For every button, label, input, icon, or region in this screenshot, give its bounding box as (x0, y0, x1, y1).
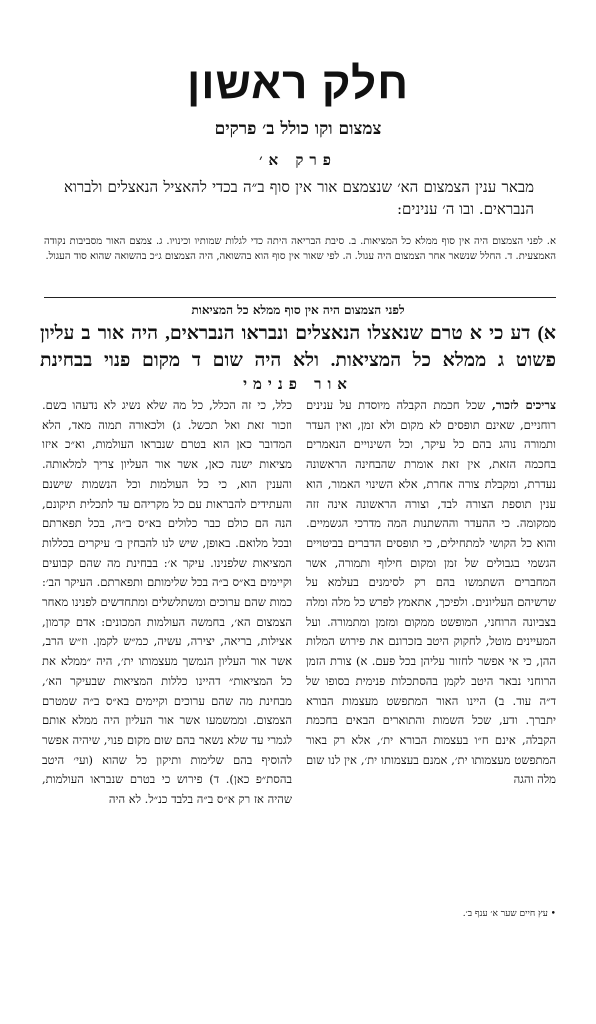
commentary-heading: אור פנימי (243, 375, 353, 393)
commentary-paragraph: כלל, כי זה הכלל, כל מה שלא נשיג לא נדעהו בשם. וזכור זאת ואל תכשל. ג) ולכאורה תמוה מאד, הלא המדובר כאן הוא בטרם שנבראו העולמות, וא״כ איזו מציאות ישנה כאן, אשר אור העליון צריך למלאותה. והענין הוא, כי כל העולמות וכל הנשמות שישנם והעתידים להבראות עם כל מקריהם עד לתכלית תיקונם, הנה הם כולם כבר כלולים בא״ס ב״ה, בכל תפארתם ובכל מלואם. באופן, שיש לנו להבחין ב׳ עיקרים בכללות המציאות שלפנינו. עיקר א׳: בבחינת מה שהם קבועים וקיימים בא״ס ב״ה בכל שלימותם ותפארתם. העיקר הב׳: כמות שהם ערוכים ומשתלשלים ומתחדשים לפנינו מאחר הצמצום הא׳, בחמשה העולמות המכונים: אדם קדמון, אצילות, בריאה, יצירה, עשיה, כמ״ש לקמן. וז״ש הרב, אשר אור העליון הנמשך מעצמותו ית׳, היה ״ממלא את כל המציאות״ דהיינו כללות המציאות שבעיקר הא׳, מבחינת מה שהם ערוכים וקיימים בא״ס ב״ה שמטרם הצמצום. וממשמעו אשר אור העליון היה ממלא אותם לגמרי עד שלא נשאר בהם שום מקום פנוי, שיהיה אפשר להוסיף בהם שלימות ותיקון כל שהוא (ועי׳ היטב בהסת״פ כאן). ד) פירוש כי בטרם שנבראו העולמות, שהיה אז רק א״ס ב״ה בלבד כנ״ל. לא היה (42, 398, 292, 807)
part-subtitle: צמצום וקו כולל ב׳ פרקים (214, 119, 382, 139)
part-title: חלק ראשון (187, 59, 409, 108)
chapter-intro: מבאר ענין הצמצום הא׳ שנצמצם אור אין סוף ב״ה בכדי להאציל הנאצלים ולברוא הנבראים. ובו ה׳ ענינים: (64, 178, 534, 218)
commentary-paragraph (306, 396, 556, 790)
commentary-lead: צריכים לזכור, (491, 398, 556, 412)
commentary-text: שכל חכמת הקבלה מיוסדת על ענינים רוחניים, שאינם תופסים לא מקום ולא זמן, ואין העדר ותמורה נוהג בהם כל עיקר, וכל השינויים הנאמרים בחכמה הזאת, אין זאת אומרת שהבחינה הראשונה נעדרת, ומקבלת צורה אחרת, אלא השינוי האמור, הוא ענין תוספת הצורה לבד, וצורה הראשונה אינה זזה ממקומה. כי ההעדר וההשתנות המה מדרכי הגשמיים. והוא כל הקושי למתחילים, כי תופסים הדברים בביטויים הגשמי בגבולים של זמן ומקום חילוף ותמורה, אשר המחברים השתמשו בהם רק לסימנים בעלמא על שרשיהם העליונים. ולפיכך, אתאמץ לפרש כל מלה ומלה בצביונה הרוחני, המופשט ממקום ומזמן ומתמורה. ועל המעיינים מוטל, לחקוק היטב בזכרונם את פירוש המלות ההן, כי אי אפשר לחזור עליהן בכל פעם. א) צורת הזמן הרוחני נבאר היטב לקמן בהסתכלות פנימית בסופו של ד״ה עוד. ב) היינו האור המתפשט מעצמות הבורא יתברך. ודע, שכל השמות והתוארים הבאים בחכמת הקבלה, אינם ח״ו בעצמות הבורא ית׳, אלא רק באור המתפשט מעצמותו ית׳, אמנם בעצמותו ית׳, אין לנו שום מלה והגה (306, 398, 556, 787)
commentary-right-column (306, 396, 556, 866)
source-footnote: • עץ חיים שער א׳ ענף ב׳. (462, 909, 556, 919)
divider-line (44, 297, 556, 298)
chapter-summary: א. לפני הצמצום היה אין סוף ממלא כל המציאות. ב. סיבת הבריאה היתה כדי לגלות שמותיו וכינויו. ג. צמצם האור מסביבות נקודה האמצעית. ד. החלל שנשאר אחר הצמצום היה עגול. ה. לפי שאור אין סוף הוא בהשואה, היה הצמצום ג״כ בהשואה שהוא סוד העגול. (44, 236, 556, 262)
chapter-heading: פרק א׳ (259, 151, 337, 169)
main-text: א) דע כי א טרם שנאצלו הנאצלים ונבראו הנבראים, היה אור ב עליון פשוט ג ממלא כל המציאות. ולא היה שום ד מקום פנוי בבחינת (40, 323, 556, 371)
topic-heading: לפני הצמצום היה אין סוף ממלא כל המציאות (191, 303, 405, 317)
commentary-left-column (42, 396, 292, 1008)
